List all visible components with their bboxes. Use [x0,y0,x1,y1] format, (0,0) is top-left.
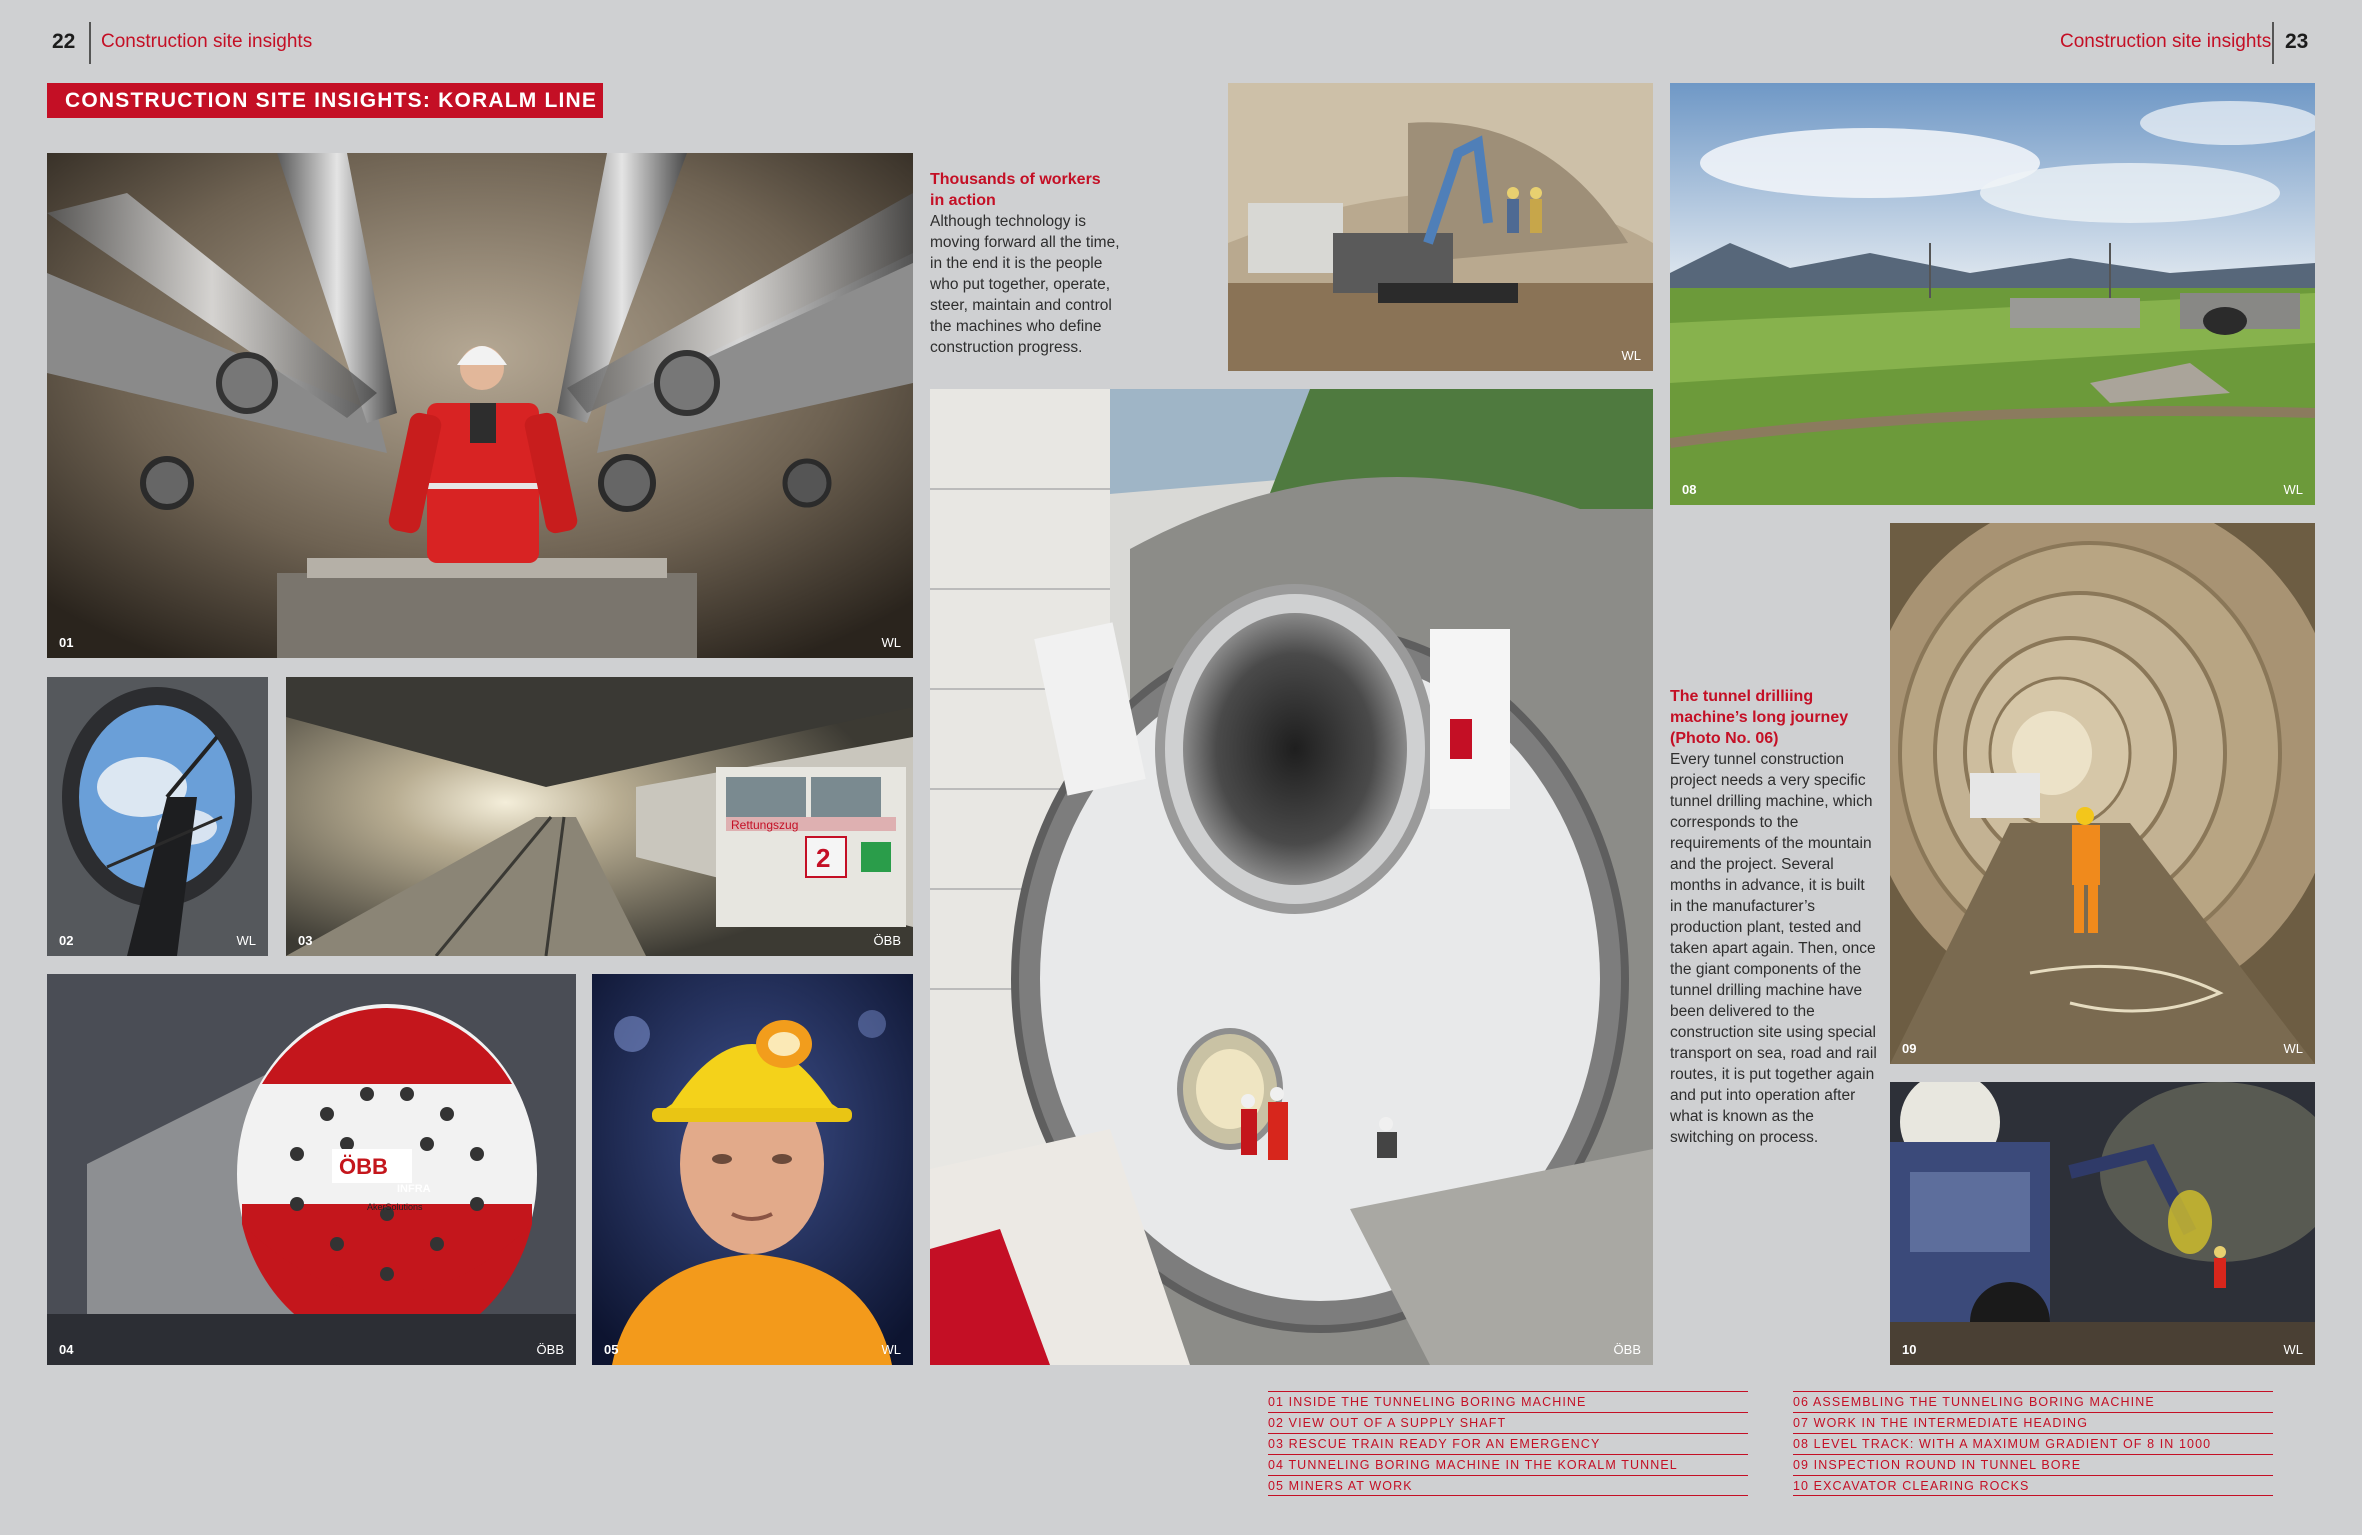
photo-number: 10 [1902,1342,1917,1357]
photo-number: 03 [298,933,313,948]
caption-item: 03 RESCUE TRAIN READY FOR AN EMERGENCY [1268,1433,1748,1454]
photo-07-intermediate-heading [1228,83,1653,371]
article-1-heading: Thousands of workers in action [930,171,1101,209]
photo-credit: WL [1621,348,1641,363]
photo-10-excavator [1890,1082,2315,1365]
tbm-maker: AkerSolutions [367,1202,423,1212]
photo-credit: WL [881,635,901,650]
left-header-divider [89,22,91,64]
caption-item: 07 WORK IN THE INTERMEDIATE HEADING [1793,1412,2273,1433]
photo-05-miner [592,974,913,1365]
photo-credit: ÖBB [536,1342,564,1357]
photo-02-supply-shaft [47,677,268,956]
article-2-heading: The tunnel drilliing machine’s long journey (Photo No. 06) [1670,688,1849,747]
right-running-head: Construction site insights [2060,31,2272,52]
article-2-body: Every tunnel construction project needs a very specific tunnel drilling machine, which corresponds to the requirements of the mountain and the project. Several months in advance, it is built in the manufacturer’s production plant, tested and taken apart again. Then, once the giant components of the tunnel drilling machine have been delivered to the construction site using special transport on sea, road and rail routes, it is put together again and put into operation after what is known as the switching on process. [1670,751,1877,1146]
photo-credit: WL [881,1342,901,1357]
photo-09-inspection-round [1890,523,2315,1064]
caption-item: 05 MINERS AT WORK [1268,1475,1748,1496]
photo-number: 05 [604,1342,619,1357]
photo-credit: WL [2283,1342,2303,1357]
photo-credit: WL [236,933,256,948]
tbm-brand-sub: INFRA [397,1183,431,1195]
photo-number: 08 [1682,482,1697,497]
caption-item: 02 VIEW OUT OF A SUPPLY SHAFT [1268,1412,1748,1433]
photo-number: 02 [59,933,74,948]
photo-credit: WL [2283,1041,2303,1056]
caption-item: 09 INSPECTION ROUND IN TUNNEL BORE [1793,1454,2273,1475]
section-title: CONSTRUCTION SITE INSIGHTS: KORALM LINE [47,83,603,118]
photo-01-inside-tbm [47,153,913,658]
caption-item: 08 LEVEL TRACK: WITH A MAXIMUM GRADIENT OF 8 IN 1000 [1793,1433,2273,1454]
photo-06-assembling-tbm [930,389,1653,1365]
photo-credit: ÖBB [1613,1342,1641,1357]
rescue-train-sign: Rettungszug [731,818,799,832]
photo-number: 09 [1902,1041,1917,1056]
photo-04-tbm-koralm [47,974,576,1365]
article-workers-in-action [930,169,1130,358]
right-page-number: 23 [2285,30,2309,53]
caption-item: 06 ASSEMBLING THE TUNNELING BORING MACHINE [1793,1391,2273,1412]
photo-credit: ÖBB [873,933,901,948]
tbm-brand: ÖBB [339,1154,388,1179]
captions-list-left [1268,1391,1748,1496]
caption-item: 04 TUNNELING BORING MACHINE IN THE KORALM TUNNEL [1268,1454,1748,1475]
article-tbm-long-journey [1670,686,1880,1148]
right-header-divider [2272,22,2274,64]
photo-number: 04 [59,1342,74,1357]
photo-number: 01 [59,635,74,650]
left-running-head: Construction site insights [101,31,313,52]
article-1-body: Although technology is moving forward all the time, in the end it is the people who put together, operate, steer, maintain and control the machines who define construction progress. [930,213,1120,356]
photo-08-level-track [1670,83,2315,505]
train-number: 2 [816,843,831,873]
caption-item: 10 EXCAVATOR CLEARING ROCKS [1793,1475,2273,1496]
photo-credit: WL [2283,482,2303,497]
captions-list-right [1793,1391,2273,1496]
left-page-number: 22 [52,30,76,53]
caption-item: 01 INSIDE THE TUNNELING BORING MACHINE [1268,1391,1748,1412]
photo-03-rescue-train [286,677,913,956]
